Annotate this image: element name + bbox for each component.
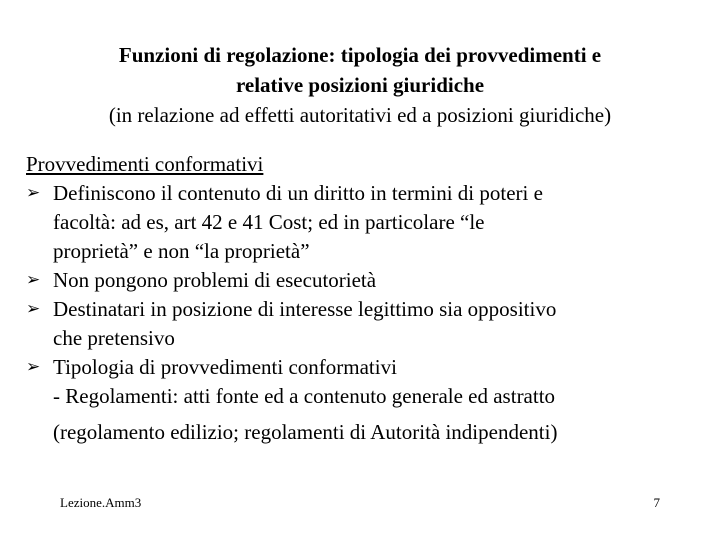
slide-title: [40, 40, 680, 130]
arrow-bullet-icon: ➢: [26, 183, 41, 203]
bullet-item: [26, 353, 706, 382]
bullet-item: [26, 179, 706, 266]
arrow-bullet-icon: ➢: [26, 299, 41, 319]
title-subtitle: (in relazione ad effetti autoritativi ed a posizioni giuridiche): [108, 103, 612, 127]
title-line-1: Funzioni di regolazione: tipologia dei provvedimenti e: [118, 43, 602, 67]
bullet-text: Definiscono il contenuto di un diritto in termini di poteri e: [53, 181, 543, 205]
footer-label: Lezione.Amm3: [60, 495, 142, 510]
arrow-bullet-icon: ➢: [26, 270, 41, 290]
bullet-text: Tipologia di provvedimenti conformativi: [53, 355, 397, 379]
bullet-text: Destinatari in posizione di interesse legittimo sia oppositivo: [53, 297, 557, 321]
title-line-2: relative posizioni giuridiche: [235, 73, 485, 97]
arrow-bullet-icon: ➢: [26, 357, 41, 377]
sub-item-text: - Regolamenti: atti fonte ed a contenuto generale ed astratto: [53, 384, 556, 408]
bullet-item: [26, 295, 706, 353]
sub-item-text: (regolamento edilizio; regolamenti di Autorità indipendenti): [53, 420, 558, 444]
slide-body: [26, 150, 706, 447]
sub-item: [26, 382, 706, 447]
bullet-item: [26, 266, 706, 295]
bullet-text: che pretensivo: [53, 326, 175, 350]
bullet-text: facoltà: ad es, art 42 e 41 Cost; ed in particolare “le: [53, 210, 485, 234]
bullet-text: Non pongono problemi di esecutorietà: [53, 268, 377, 292]
section-heading: Provvedimenti conformativi: [26, 152, 264, 176]
page-number: 7: [653, 495, 660, 510]
bullet-text: proprietà” e non “la proprietà”: [53, 239, 310, 263]
